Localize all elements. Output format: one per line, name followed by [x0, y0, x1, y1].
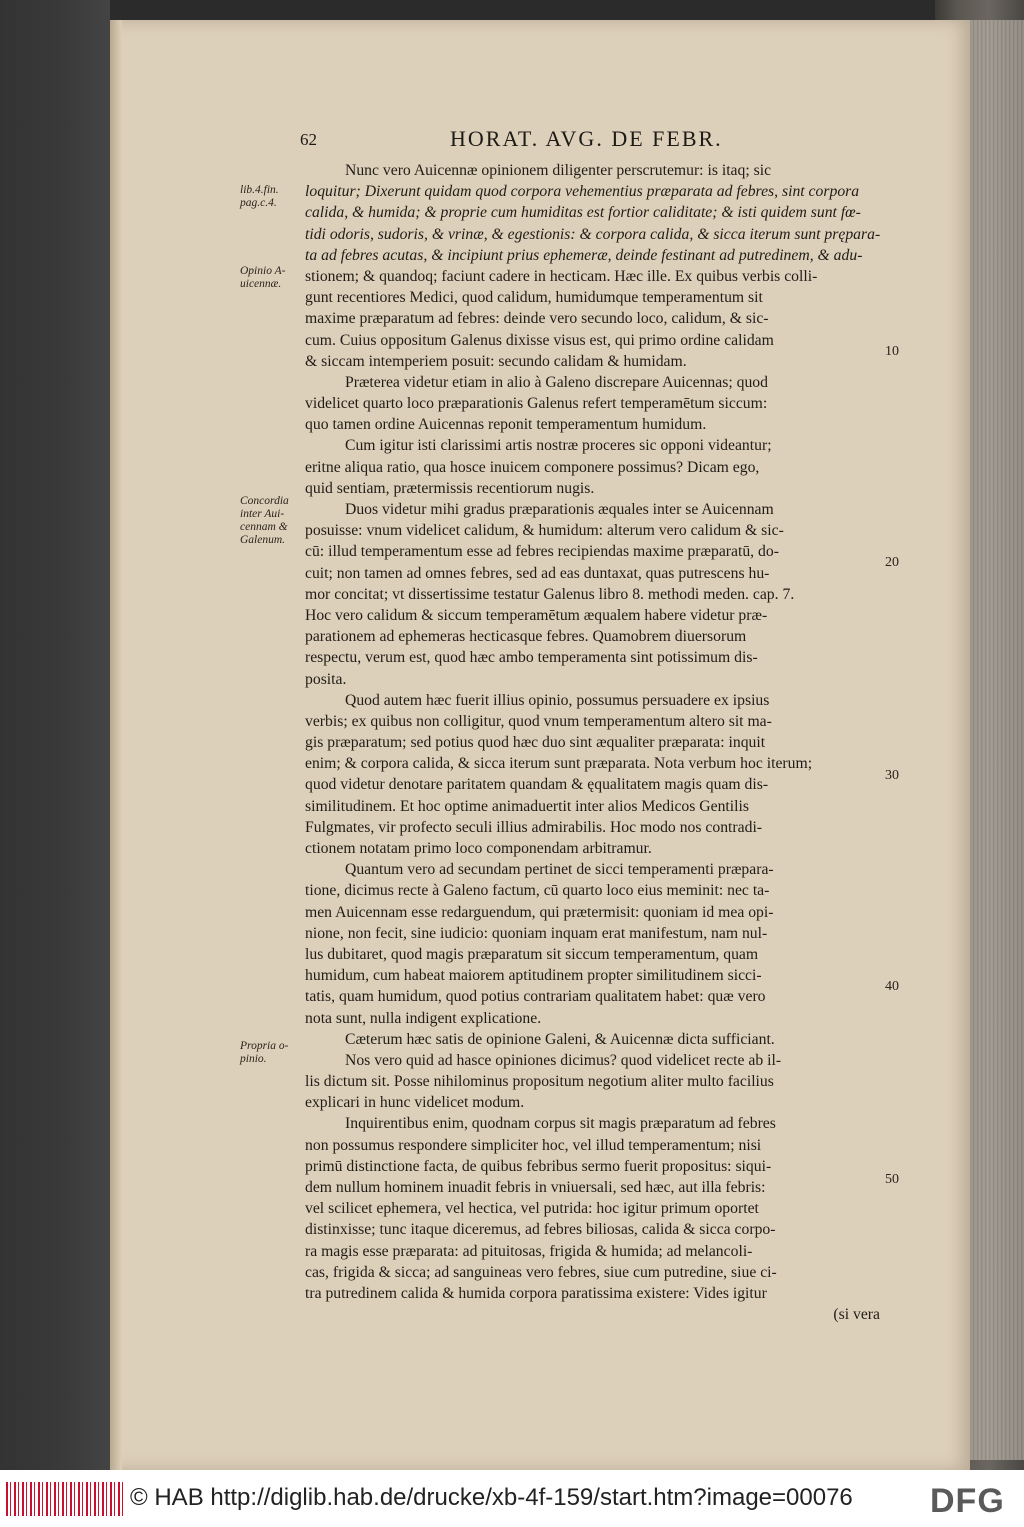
text-line: quo tamen ordine Auicennas reponit temperamentum humidum. — [305, 416, 707, 434]
body-text — [305, 160, 880, 1325]
paragraph-4 — [305, 499, 880, 690]
text-line: humidum, cum habeat maiorem aptitudinem propter similitudinem sicci- — [305, 967, 762, 985]
text-line: Duos videtur mihi gradus præparationis æquales inter se Auicennam — [345, 501, 774, 518]
text-line: parationem ad ephemeras hecticasque febres. Quamobrem diuersorum — [305, 628, 747, 646]
left-background — [0, 0, 110, 1470]
text-line: Hoc vero calidum & siccum temperamētum æqualem habere videtur præ- — [305, 606, 768, 624]
paragraph-3 — [305, 435, 880, 499]
text-line: Inquirentibus enim, quodnam corpus sit magis præparatum ad febres — [345, 1115, 776, 1133]
text-line: lis dictum sit. Posse nihilominus propositum negotium aliter multo facilius — [305, 1073, 774, 1091]
text-line: dem nullum hominem inuadit febris in vniuersali, sed hæc, aut illa febris: — [305, 1179, 766, 1196]
text-line: distinxisse; tunc itaque diceremus, ad febres biliosas, calida & sicca corpo- — [305, 1221, 776, 1239]
paragraph-9 — [305, 1113, 880, 1304]
paragraph-7 — [305, 1029, 880, 1050]
line-number-30: 30 — [885, 768, 899, 783]
text-line: cuit; non tamen ad omnes febres, sed ad eas duntaxat, quas putrescens hu- — [305, 564, 770, 582]
text-line: gunt recentiores Medici, quod calidum, humidumque temperamentum sit — [305, 289, 763, 307]
catchword: (si vera — [833, 1306, 880, 1324]
text-line: Quod autem hæc fuerit illius opinio, possumus persuadere ex ipsius — [345, 691, 770, 709]
line-number-40: 40 — [885, 979, 899, 994]
text-line: calida, & humida; & proprie cum humiditas est fortior caliditate; & isti quidem sunt fœ- — [305, 204, 861, 222]
text-line: posita. — [305, 670, 347, 688]
text-line: enim; & corpora calida, & sicca iterum sunt præparata. Nota verbum hoc iterum; — [305, 755, 813, 773]
text-line: non possumus respondere simpliciter hoc, vel illud temperamentum; nisi — [305, 1136, 762, 1154]
text-line: gis præparatum; sed potius quod hæc duo sint æqualiter præparata: inquit — [305, 734, 766, 752]
text-line: tidi odoris, sudoris, & vrinæ, & egestionis: & corpora calida, & sicca iterum sunt prępara- — [305, 225, 880, 243]
running-title: HORAT. AVG. DE FEBR. — [450, 126, 723, 151]
text-line: videlicet quarto loco præparationis Galenus refert temperamētum siccum: — [305, 395, 768, 413]
text-line: quid sentiam, prætermissis recentiorum nugis. — [305, 479, 595, 497]
paragraph-5 — [305, 690, 880, 860]
paragraph-6 — [305, 859, 880, 1029]
text-line: quod videtur denotare paritatem quandam & ęqualitatem magis quam dis- — [305, 776, 769, 794]
text-line: cum. Cuius oppositum Galenus dixisse visus est, qui primo ordine calidam — [305, 331, 774, 349]
page-stack-edge — [962, 20, 1024, 1460]
text-line: mor concitat; vt dissertissime testatur Galenus libro 8. methodi meden. cap. 7. — [305, 585, 795, 603]
text-line: ra magis esse præparata: ad pituitosas, frigida & humida; ad melancoli- — [305, 1242, 753, 1260]
margin-note-2: Opinio A- uicennæ. — [240, 265, 286, 290]
text-line: & siccam intemperiem posuit: secundo calidam & humidam. — [305, 352, 687, 370]
page-header — [300, 126, 760, 160]
paragraph-2 — [305, 372, 880, 436]
text-line: Fulgmates, vir profecto seculi illius admirabilis. Hoc modo nos contradi- — [305, 818, 763, 836]
margin-note-4: Propria o- pinio. — [240, 1040, 289, 1065]
text-line: maxime præparatum ad febres: deinde vero secundo loco, calidum, & sic- — [305, 310, 769, 328]
source-link[interactable]: © HAB http://diglib.hab.de/drucke/xb-4f-159/start.htm?image=00076 — [130, 1484, 853, 1511]
text-line: Præterea videtur etiam in alio à Galeno discrepare Auicennas; quod — [345, 373, 768, 391]
page-gutter-shadow — [110, 20, 122, 1470]
line-number-20: 20 — [885, 555, 899, 570]
text-line: verbis; ex quibus non colligitur, quod vnum temperamentum altero sit ma- — [305, 712, 772, 730]
text-line: cas, frigida & sicca; ad sanguineas vero febres, siue cum putredine, siue ci- — [305, 1263, 777, 1281]
text-line: primū distinctione facta, de quibus febribus sermo fuerit propositus: siqui- — [305, 1157, 772, 1175]
text-line: lus dubitaret, quod magis præparatum sit siccum temperamentum, quam — [305, 945, 759, 963]
text-line: tra putredinem calida & humida corpora paratissima existere: Vides igitur — [305, 1284, 767, 1302]
text-line: tione, dicimus recte à Galeno factum, cū quarto loco eius meminit: nec ta- — [305, 882, 770, 900]
text-line: loquitur; Dixerunt quidam quod corpora vehementius præparata ad febres, sint corpora — [305, 183, 860, 201]
text-line: nione, non fecit, sine iudicio: quoniam inquam erat manifestum, nam nul- — [305, 924, 768, 942]
text-line: nota sunt, nulla indigent explicatione. — [305, 1009, 542, 1027]
line-number-10: 10 — [885, 344, 899, 359]
text-line: Quantum vero ad secundam pertinet de sicci temperamenti præpara- — [345, 861, 774, 879]
page-number: 62 — [300, 130, 317, 149]
text-line: posuisse: vnum videlicet calidum, & humidum: alterum vero calidum & sic- — [305, 522, 784, 540]
text-line: explicari in hunc videlicet modum. — [305, 1094, 525, 1112]
text-line: Nos vero quid ad hasce opiniones dicimus? quod videlicet recte ab il- — [345, 1051, 782, 1069]
text-line: cū: illud temperamentum esse ad febres recipiendas maxime præparatū, do- — [305, 543, 779, 561]
text-line: ctionem notatam primo loco componendam arbitramur. — [305, 840, 652, 857]
barcode-icon — [6, 1482, 124, 1516]
paragraph-8 — [305, 1050, 880, 1114]
margin-note-1: lib.4.fin. pag.c.4. — [240, 184, 279, 209]
text-line: tatis, quam humidum, quod potius contrariam qualitatem habet: quæ vero — [305, 988, 766, 1006]
dfg-logo: DFG — [930, 1482, 1005, 1520]
text-line: stionem; & quandoq; faciunt cadere in hecticam. Hæc ille. Ex quibus verbis colli- — [305, 267, 818, 285]
text-line: Cum igitur isti clarissimi artis nostræ proceres sic opponi videantur; — [345, 437, 772, 455]
text-line: Nunc vero Auicennæ opinionem diligenter perscrutemur: is itaq; sic — [345, 162, 772, 179]
text-line: ta ad febres acutas, & incipiunt prius ephemeræ, deinde festinant ad putredinem, & adu- — [305, 246, 863, 264]
text-line: Cæterum hæc satis de opinione Galeni, & Auicennæ dicta sufficiant. — [345, 1030, 775, 1048]
text-line: vel scilicet ephemera, vel hectica, vel putrida: hoc igitur primum oportet — [305, 1200, 759, 1218]
margin-note-3: Concordia inter Aui- cennam & Galenum. — [240, 495, 289, 546]
paragraph-1 — [305, 160, 880, 372]
text-line: eritne aliqua ratio, qua hosce inuicem componere possimus? Dicam ego, — [305, 458, 760, 476]
text-line: similitudinem. Et hoc optime animaduertit inter alios Medicos Gentilis — [305, 797, 749, 815]
text-line: men Auicennam esse redarguendum, qui prætermisit: quoniam id mea opi- — [305, 903, 774, 921]
text-line: respectu, verum est, quod hæc ambo temperamenta sint potissimum dis- — [305, 649, 758, 667]
line-number-50: 50 — [885, 1172, 899, 1187]
